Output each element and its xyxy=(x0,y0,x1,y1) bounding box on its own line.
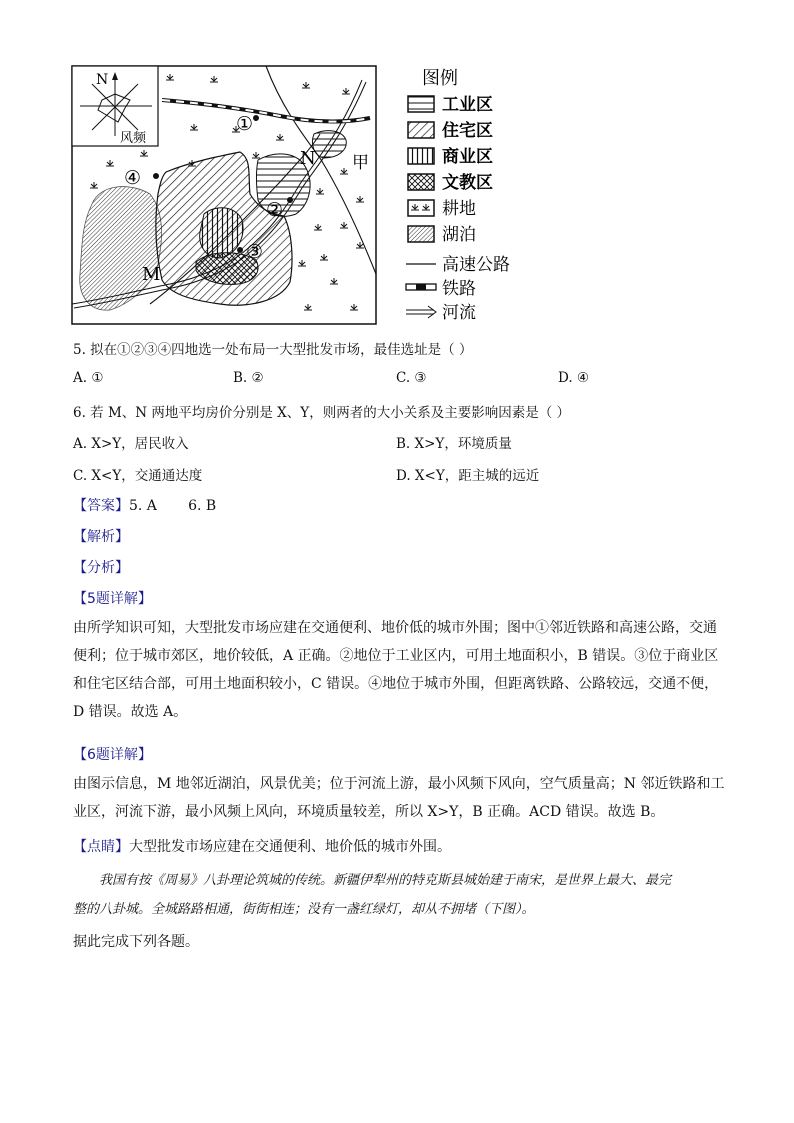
legend-farmland: 耕地 xyxy=(442,199,476,219)
q6-stem: 6. 若 M、N 两地平均房价分别是 X、Y，则两者的大小关系及主要影响因素是（ ） xyxy=(73,405,570,421)
legend-title: 图例 xyxy=(422,68,458,89)
legend-commercial: 商业区 xyxy=(442,147,493,167)
detail6-line: 由图示信息，M 地邻近湖泊，风景优美；位于河流上游，最小风频下风向，空气质量高；N 邻近铁路和工 xyxy=(73,776,725,792)
legend-education: 文教区 xyxy=(442,173,493,193)
q6-option-c: C. X<Y，交通通达度 xyxy=(73,468,203,484)
detail5-tag: 【5题详解】 xyxy=(73,591,152,607)
detail5-line: 和住宅区结合部，可用土地面积较小，C 错误。④地位于城市外围，但距离铁路、公路较远，交通不便， xyxy=(73,676,719,692)
q6-option-a: A. X>Y，居民收入 xyxy=(73,436,189,452)
compass-label: N xyxy=(96,72,109,88)
detail5-line: 便利；位于城市郊区，地价较低，A 正确。②地位于工业区内，可用土地面积小，B 错误。③位于商业区 xyxy=(73,648,719,664)
detail5-line: 由所学知识可知，大型批发市场应建在交通便利、地价低的城市外围；图中①邻近铁路和高速公路，交通 xyxy=(73,620,717,636)
passage xyxy=(73,866,733,924)
detail6-tag: 【6题详解】 xyxy=(73,747,152,763)
detail5-body xyxy=(73,614,733,726)
point-3-label: ③ xyxy=(246,241,264,263)
point-2-label: ② xyxy=(266,199,284,221)
closing-instruction: 据此完成下列各题。 xyxy=(73,934,199,950)
fenxi-tag: 【分析】 xyxy=(73,560,129,576)
legend-industrial: 工业区 xyxy=(442,95,493,115)
legend-residential: 住宅区 xyxy=(442,121,493,141)
legend-highway: 高速公路 xyxy=(442,255,510,275)
passage-line: 我国有按《周易》八卦理论筑城的传统。新疆伊犁州的特克斯县城始建于南宋，是世界上最大、最完 xyxy=(99,873,672,888)
answer-row xyxy=(73,495,216,515)
q5-option-c: C. ③ xyxy=(396,370,427,386)
point-1-label: ① xyxy=(236,113,254,135)
analysis-tag: 【解析】 xyxy=(73,529,129,545)
legend-river: 河流 xyxy=(442,303,476,323)
detail5-line: D 错误。故选 A。 xyxy=(73,704,188,720)
point-4-label: ④ xyxy=(124,167,142,189)
point-n-label: N xyxy=(300,148,316,169)
q6-option-d: D. X<Y，距主城的远近 xyxy=(396,468,540,484)
answer-tag: 【答案】 xyxy=(73,498,129,514)
legend-lake: 湖泊 xyxy=(442,225,476,245)
point-m-label: M xyxy=(142,264,161,285)
dianjing-tag: 【点睛】 xyxy=(73,839,129,855)
windrose-label: 风频 xyxy=(120,131,147,146)
q5-option-d: D. ④ xyxy=(558,370,590,386)
q6-option-b: B. X>Y，环境质量 xyxy=(396,436,512,452)
q5-option-b: B. ② xyxy=(233,370,264,386)
passage-line: 整的八卦城。全城路路相通，街街相连；没有一盏红绿灯，却从不拥堵（下图）。 xyxy=(73,902,535,917)
answer-text: 5. A 6. B xyxy=(129,498,217,514)
dianjing-row xyxy=(73,836,451,856)
point-jia-label: 甲 xyxy=(352,153,369,173)
detail6-body xyxy=(73,770,733,826)
q5-option-a: A. ① xyxy=(73,370,104,386)
dianjing-text: 大型批发市场应建在交通便利、地价低的城市外围。 xyxy=(129,839,451,855)
map-figure xyxy=(70,64,510,328)
q5-stem: 5. 拟在①②③④四地选一处布局一大型批发市场，最佳选址是（ ） xyxy=(73,342,473,358)
detail6-line: 业区，河流下游，最小风频上风向，环境质量较差，所以 X>Y，B 正确。ACD 错误。故选 B。 xyxy=(73,804,665,820)
legend-railway: 铁路 xyxy=(442,279,476,299)
